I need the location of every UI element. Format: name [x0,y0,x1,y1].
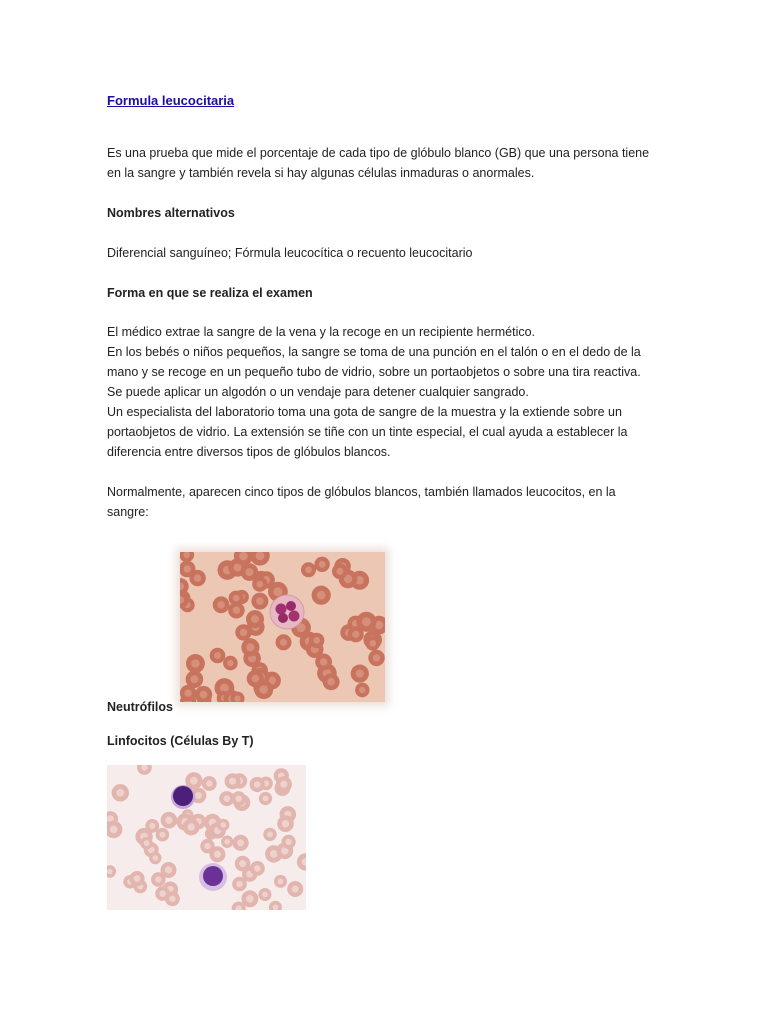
lymphocyte-cell [199,863,227,891]
lymphocyte-micrograph-svg [107,765,306,910]
red-blood-cell-center [251,615,259,623]
red-blood-cell-center [144,840,150,846]
red-blood-cell-center [336,568,343,575]
red-blood-cell-center [317,591,326,600]
red-blood-cell-center [116,789,124,797]
red-blood-cell-center [256,597,264,605]
red-blood-cell-center [252,675,260,683]
red-blood-cell-center [240,629,247,636]
red-blood-cell-center [229,778,236,785]
red-blood-cell-center [233,606,241,614]
red-blood-cell-center [246,895,254,903]
red-blood-cell-center [204,843,210,849]
normal-line: sangre: [107,505,149,519]
procedure-line: En los bebés o niños pequeños, la sangre se toma de una punción en el talón o en el dedo de la [107,345,641,359]
normal-line: Normalmente, aparecen cinco tipos de glóbulos blancos, también llamados leucocitos, en la [107,485,616,499]
red-blood-cell-center [159,832,165,838]
red-blood-cell-center [195,792,202,799]
red-blood-cell-center [165,817,172,824]
red-blood-cell-center [282,820,289,827]
lymphocyte-micrograph-image [107,765,306,910]
red-blood-cell-center [262,892,268,898]
red-blood-cell-center [254,865,261,872]
neutrophil-cell [270,595,304,629]
normal-paragraph [107,482,667,522]
red-blood-cell-center [280,781,287,788]
red-blood-cell-center [319,561,326,568]
red-blood-cell-center [220,822,226,828]
red-blood-cell-center [236,881,243,888]
red-blood-cell-center [214,851,221,858]
red-blood-cell-center [235,795,242,802]
title-link[interactable]: Formula leucocitaria [107,93,235,108]
alt-names-text: Diferencial sanguíneo; Fórmula leucocítica o recuento leucocitario [107,246,473,260]
red-blood-cell-center [267,831,273,837]
red-blood-cell-center [214,652,221,659]
red-blood-cell-center [107,869,113,875]
red-blood-cell-center [246,643,254,651]
red-blood-cell-center [356,670,364,678]
red-blood-cell-center [169,896,176,903]
red-blood-cell-center [320,658,328,666]
red-blood-cell-center [327,678,335,686]
red-blood-cell-center [234,695,240,701]
red-blood-cell-center [292,885,299,892]
red-blood-cell-center [187,823,195,831]
procedure-heading: Forma en que se realiza el examen [107,286,313,300]
red-blood-cell-center [206,780,213,787]
red-blood-cell-center [134,875,141,882]
red-blood-cell-center [217,601,225,609]
red-blood-cell-center [273,904,279,910]
procedure-line: Un especialista del laboratorio toma una gota de sangre de la muestra y la extiende sobre un [107,405,622,419]
procedure-line: mano y se recoge en un pequeño tubo de vidrio, sobre un portaobjetos o sobre una tira reactiva. [107,365,641,379]
lymphocyte-cell [171,785,195,809]
red-blood-cell-center [190,777,198,785]
red-blood-cell-center [190,675,198,683]
red-blood-cell-center [278,879,284,885]
red-blood-cell-center [263,796,269,802]
alt-names-heading: Nombres alternativos [107,206,235,220]
red-blood-cell-center [370,640,377,647]
red-blood-cell-center [155,876,161,882]
procedure-line: diferencia entre diversos tipos de glóbulos blancos. [107,445,391,459]
red-blood-cell-center [273,587,282,596]
red-blood-cell-center [313,637,320,644]
red-blood-cell-center [191,659,200,668]
procedure-line: Se puede aplicar un algodón o un vendaje para detener cualquier sangrado. [107,385,529,399]
red-blood-cell-center [194,574,201,581]
procedure-paragraph [107,322,667,462]
linfocitos-caption: Linfocitos (Células By T) [107,734,254,748]
red-blood-cell-center [239,860,246,867]
red-blood-cell-center [246,568,254,576]
red-blood-cell-center [165,866,172,873]
red-blood-cell-center [223,795,230,802]
neutrophil-micrograph-svg [180,552,385,702]
neutrofilos-caption: Neutrófilos [107,700,173,714]
red-blood-cell-center [184,689,191,696]
red-blood-cell-center [359,687,365,693]
neutrophil-micrograph-image [180,552,385,702]
red-blood-cell-center [153,855,159,861]
red-blood-cell-center [224,839,230,845]
red-blood-cell-center [237,839,244,846]
intro-line: en la sangre y también revela si hay algunas células inmaduras o anormales. [107,166,535,180]
red-blood-cell-center [239,552,248,560]
intro-paragraph [107,143,667,183]
red-blood-cell-center [280,639,287,646]
red-blood-cell-center [256,581,263,588]
red-blood-cell-center [227,660,234,667]
procedure-line: El médico extrae la sangre de la vena y la recoge en un recipiente hermético. [107,325,536,339]
procedure-line: portaobjetos de vidrio. La extensión se tiñe con un tinte especial, el cual ayuda a establecer la [107,425,628,439]
red-blood-cell-center [149,823,155,829]
red-blood-cell-center [362,617,371,626]
red-blood-cell-center [184,565,191,572]
red-blood-cell-center [259,685,268,694]
red-blood-cell-center [233,595,240,602]
red-blood-cell-center [159,890,166,897]
red-blood-cell-center [200,691,208,699]
red-blood-cell-center [110,826,118,834]
red-blood-cell-center [285,839,291,845]
red-blood-cell-center [373,654,380,661]
red-blood-cell-center [352,631,359,638]
red-blood-cell-center [254,781,261,788]
red-blood-cell-center [305,566,312,573]
intro-line: Es una prueba que mide el porcentaje de cada tipo de glóbulo blanco (GB) que una persona tiene [107,146,650,160]
